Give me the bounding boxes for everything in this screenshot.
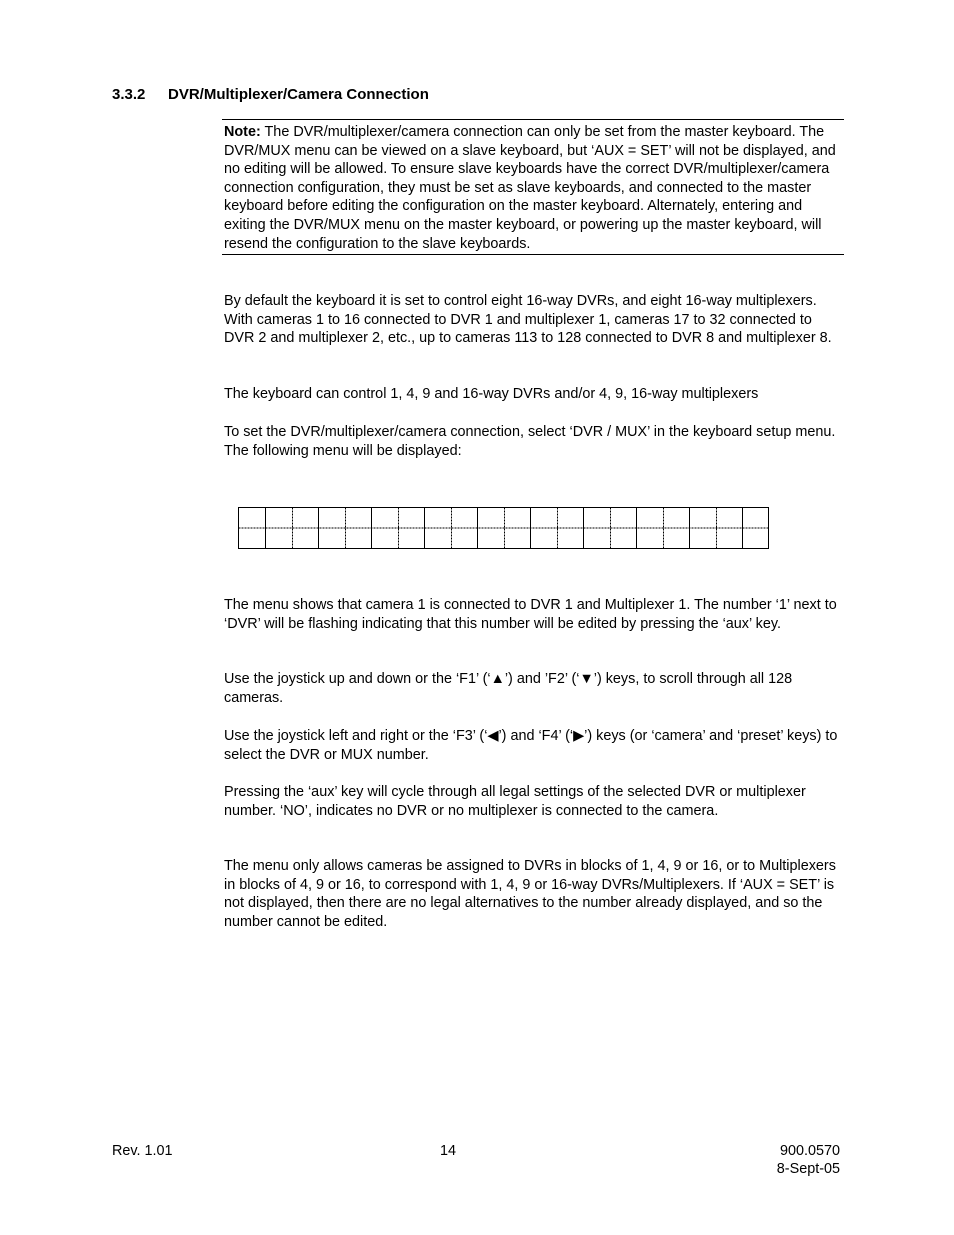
footer-date: 8-Sept-05 [776,1161,840,1177]
section-title: DVR/Multiplexer/Camera Connection [168,86,429,103]
lcd-menu-grid [238,507,769,549]
blocks-paragraph: The menu only allows cameras be assigned to DVRs in blocks of 1, 4, 9 or 16, or to Multiplexers in blocks of 4, 9 or 16, to correspond with 1, 4, 9 or 16-way DVRs/Multiplexers. If ‘AUX = SET’ is not displayed, then there are no legal alternatives to the number already displayed, and so the number cannot be edited. [224,858,836,930]
footer-doc-info [700,1142,840,1178]
lcd-grid-svg [238,507,769,549]
note-box [222,119,844,255]
note-text: The DVR/multiplexer/camera connection can only be set from the master keyboard. The DVR/MUX menu can be viewed on a slave keyboard, but ‘AUX = SET’ will not be displayed, and no editing will be allowed. To ensure slave keyboards have the correct DVR/multiplexer/camera connection configuration, they must be set as slave keyboards, and connected to the master keyboard before editing the configuration on the master keyboard. Alternately, entering and exiting the DVR/MUX menu on the master keyboard, or powering up the master keyboard, will resend the configuration to the slave keyboards. [224,124,836,252]
footer-page-number: 14 [440,1143,457,1159]
setup-paragraph: To set the DVR/multiplexer/camera connection, select ‘DVR / MUX’ in the keyboard setup menu. The following menu will be displayed: [224,424,836,459]
aux-key-paragraph: Pressing the ‘aux’ key will cycle through all legal settings of the selected DVR or multiplexer number. ‘NO’, indicates no DVR or no multiplexer is connected to the camera. [224,784,806,819]
scroll-paragraph: Use the joystick up and down or the ‘F1’ (‘▲’) and ’F2’ (‘▼’) keys, to scroll through all 128 cameras. [224,671,793,706]
footer-doc-number: 900.0570 [779,1143,840,1159]
footer-revision: Rev. 1.01 [112,1143,173,1159]
capability-paragraph: The keyboard can control 1, 4, 9 and 16-way DVRs and/or 4, 9, 16-way multiplexers [224,386,759,402]
section-heading [112,86,429,103]
default-config-paragraph: By default the keyboard it is set to control eight 16-way DVRs, and eight 16-way multiplexers. With cameras 1 to 16 connected to DVR 1 and multiplexer 1, cameras 17 to 32 connected to DVR 2 and multiplexer 2, etc., up to cameras 113 to 128 connected to DVR 8 and multiplexer 8. [224,293,832,347]
section-number: 3.3.2 [112,86,146,103]
select-paragraph: Use the joystick left and right or the ‘F3’ (‘◀’) and ‘F4’ (‘▶’) keys (or ‘camera’ and ‘preset’ keys) to select the DVR or MUX number. [224,728,838,763]
note-label: Note: [224,124,261,140]
menu-explanation-paragraph: The menu shows that camera 1 is connected to DVR 1 and Multiplexer 1. The number ‘1’ next to ‘DVR’ will be flashing indicating that this number will be edited by pressing the ‘aux’ key. [224,597,837,632]
